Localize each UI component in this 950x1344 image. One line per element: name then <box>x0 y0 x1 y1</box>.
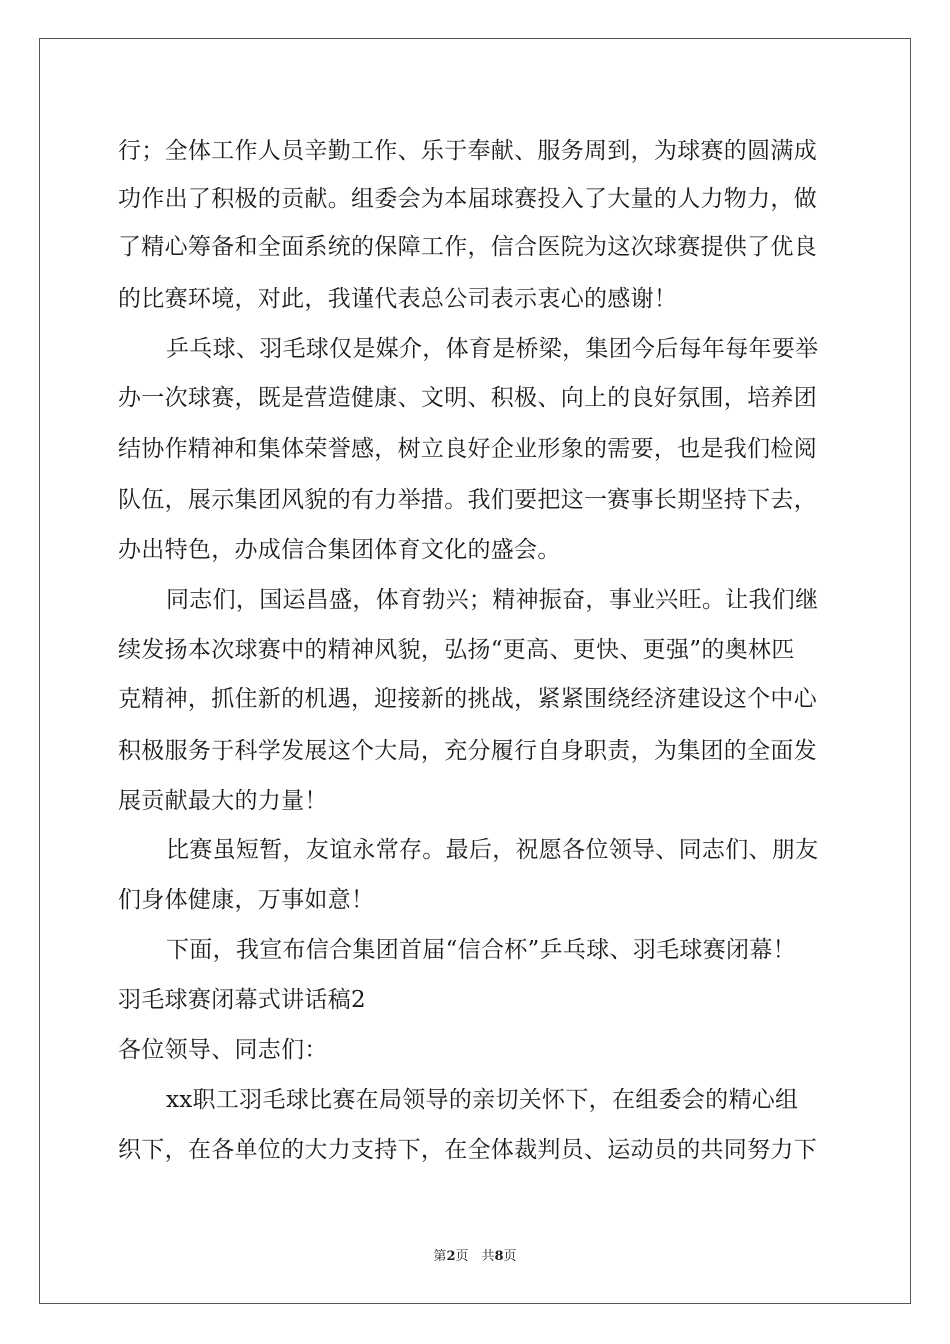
page-prefix: 第 <box>433 1249 447 1264</box>
paragraph-line: 队伍，展示集团风貌的有力举措。我们要把这一赛事长期坚持下去， <box>118 487 817 513</box>
paragraph-line: 克精神，抓住新的机遇，迎接新的挑战，紧紧围绕经济建设这个中心 <box>118 686 817 712</box>
paragraph-line: 乒乓球、羽毛球仅是媒介，体育是桥梁，集团今后每年每年要举 <box>166 336 819 362</box>
paragraph-line: 了精心筹备和全面系统的保障工作，信合医院为这次球赛提供了优良 <box>118 234 817 260</box>
total-pages-number: 8 <box>494 1249 504 1264</box>
page-number-footer <box>0 1248 950 1266</box>
page-suffix: 页 <box>503 1249 517 1264</box>
paragraph-line: 织下，在各单位的大力支持下，在全体裁判员、运动员的共同努力下 <box>118 1137 817 1163</box>
page-mid: 页 共 <box>455 1249 495 1264</box>
paragraph-line: 行；全体工作人员辛勤工作、乐于奉献、服务周到，为球赛的圆满成 <box>118 138 817 164</box>
paragraph-line: 比赛虽短暂，友谊永常存。最后，祝愿各位领导、同志们、朋友 <box>166 837 819 863</box>
paragraph-line: 们身体健康，万事如意！ <box>118 887 375 913</box>
paragraph-line: 同志们，国运昌盛，体育勃兴；精神振奋，事业兴旺。让我们继 <box>166 587 819 613</box>
paragraph-line: 积极服务于科学发展这个大局，充分履行自身职责，为集团的全面发 <box>118 738 817 764</box>
paragraph-line: 续发扬本次球赛中的精神风貌，弘扬“更高、更快、更强”的奥林匹 <box>118 637 795 663</box>
current-page-number: 2 <box>446 1249 456 1264</box>
paragraph-line: 的比赛环境，对此，我谨代表总公司表示衷心的感谢！ <box>118 286 678 312</box>
section-title: 羽毛球赛闭幕式讲话稿2 <box>118 987 366 1013</box>
paragraph-line: 办一次球赛，既是营造健康、文明、积极、向上的良好氛围，培养团 <box>118 385 817 411</box>
paragraph-line: 结协作精神和集体荣誉感，树立良好企业形象的需要，也是我们检阅 <box>118 436 817 462</box>
paragraph-line: xx职工羽毛球比赛在局领导的亲切关怀下，在组委会的精心组 <box>166 1087 799 1113</box>
paragraph-line: 功作出了积极的贡献。组委会为本届球赛投入了大量的人力物力，做 <box>118 186 817 212</box>
paragraph-line: 展贡献最大的力量！ <box>118 788 328 814</box>
salutation: 各位领导、同志们： <box>118 1037 328 1063</box>
paragraph-line: 办出特色，办成信合集团体育文化的盛会。 <box>118 537 561 563</box>
paragraph-line: 下面，我宣布信合集团首届“信合杯”乒乓球、羽毛球赛闭幕！ <box>166 937 796 963</box>
